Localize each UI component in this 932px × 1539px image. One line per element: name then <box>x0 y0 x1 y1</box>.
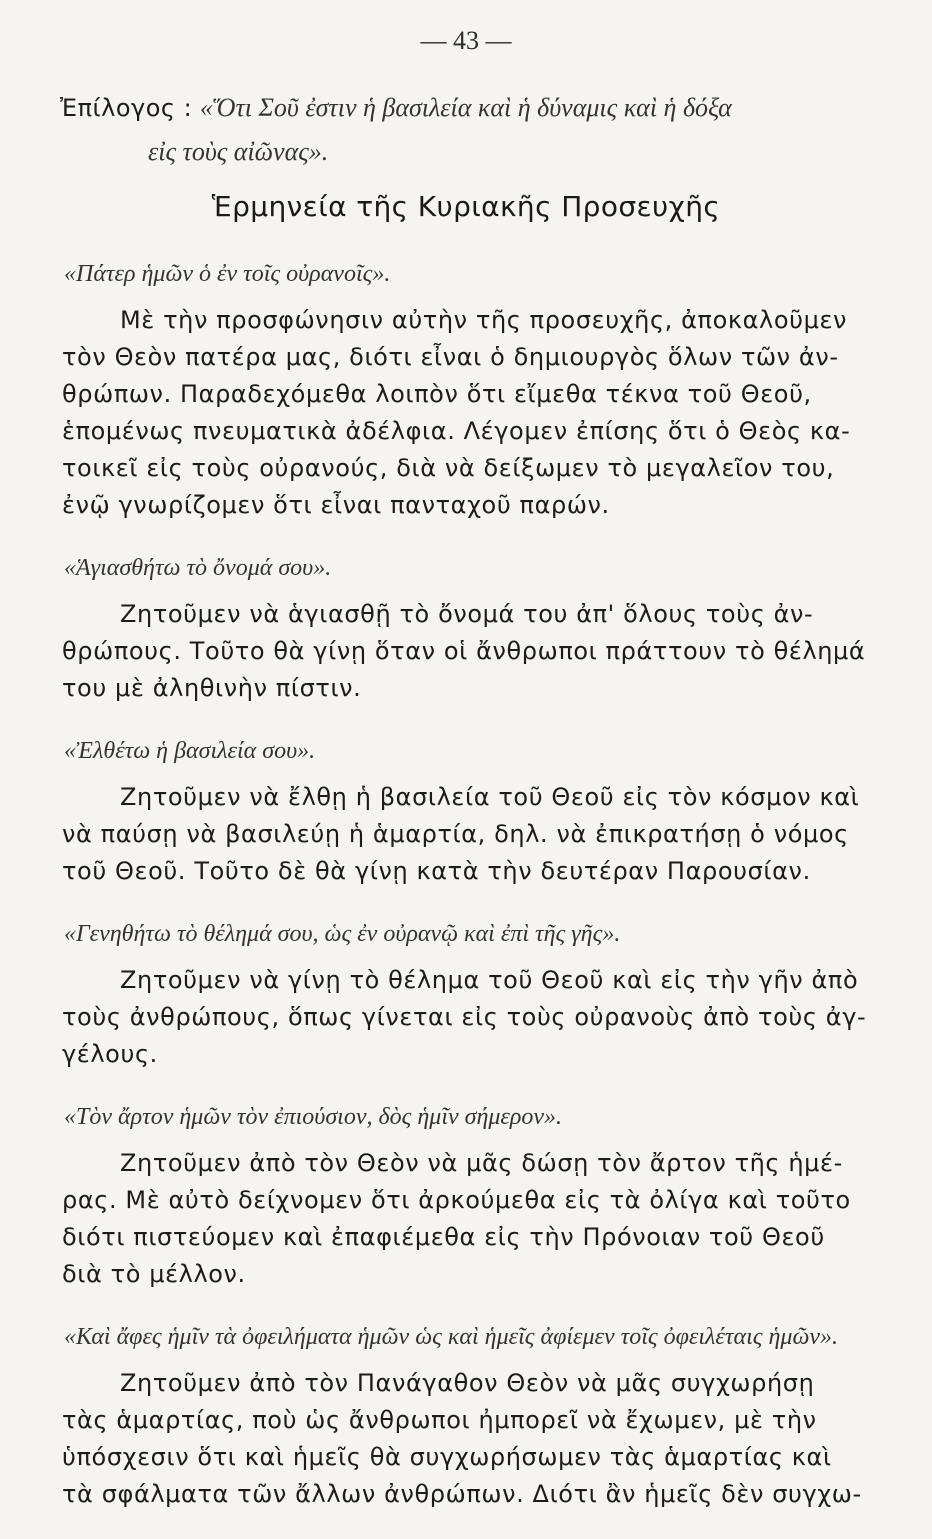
paragraph-line: ἐνῷ γνωρίζομεν ὅτι εἶναι πανταχοῦ παρών. <box>62 491 610 519</box>
paragraph-line: τοὺς ἀνθρώπους, ὅπως γίνεται εἰς τοὺς οὐρανοὺς ἀπὸ τοὺς ἀγ- <box>62 1003 867 1031</box>
paragraph-line: Ζητοῦμεν νὰ ἔλθῃ ἡ βασιλεία τοῦ Θεοῦ εἰς τὸν κόσμον καὶ <box>120 783 860 811</box>
paragraph-line: ὑπόσχεσιν ὅτι καὶ ἡμεῖς θὰ συγχωρήσωμεν τὰς ἁμαρτίας καὶ <box>62 1443 832 1471</box>
prayer-verse: «Καὶ ἄφες ἡμῖν τὰ ὀφειλήματα ἡμῶν ὡς καὶ ἡμεῖς ἀφίεμεν τοῖς ὀφειλέταις ἡμῶν». <box>64 1324 839 1350</box>
paragraph-line: θρώπων. Παραδεχόμεθα λοιπὸν ὅτι εἴμεθα τέκνα τοῦ Θεοῦ, <box>62 380 812 408</box>
epilogue <box>60 86 900 174</box>
commentary-section <box>62 1319 896 1513</box>
paragraph-line: ρας. Μὲ αὐτὸ δείχνομεν ὅτι ἀρκούμεθα εἰς τὰ ὀλίγα καὶ τοῦτο <box>62 1186 851 1214</box>
page-number: — 43 — <box>420 26 512 55</box>
commentary-body <box>62 256 896 1539</box>
paragraph-line: θρώπους. Τοῦτο θὰ γίνῃ ὅταν οἱ ἄνθρωποι πράττουν τὸ θέλημά <box>62 637 866 665</box>
paragraph-line: Ζητοῦμεν ἀπὸ τὸν Θεὸν νὰ μᾶς δώσῃ τὸν ἄρτον τῆς ἡμέ- <box>120 1149 843 1177</box>
paragraph-line: διὰ τὸ μέλλον. <box>62 1260 246 1288</box>
commentary-section <box>62 733 896 890</box>
paragraph-line: τοικεῖ εἰς τοὺς οὐρανούς, διὰ νὰ δείξωμεν τὸ μεγαλεῖον του, <box>62 454 835 482</box>
commentary-paragraph <box>62 962 896 1073</box>
paragraph-line: τὰ σφάλματα τῶν ἄλλων ἀνθρώπων. Διότι ἂν ἡμεῖς δὲν συγχω- <box>62 1480 862 1508</box>
epilogue-label: Ἐπίλογος : <box>60 94 193 122</box>
paragraph-line: τοῦ Θεοῦ. Τοῦτο δὲ θὰ γίνῃ κατὰ τὴν δευτέραν Παρουσίαν. <box>62 857 811 885</box>
paragraph-line: Ζητοῦμεν νὰ ἁγιασθῇ τὸ ὄνομά του ἀπ' ὅλους τοὺς ἀν- <box>120 600 814 628</box>
commentary-paragraph <box>62 302 896 524</box>
prayer-verse: «Ἁγιασθήτω τὸ ὄνομά σου». <box>64 555 332 581</box>
paragraph-line: του μὲ ἀληθινὴν πίστιν. <box>62 674 362 702</box>
prayer-verse: «Πάτερ ἡμῶν ὁ ἐν τοῖς οὐρανοῖς». <box>64 261 391 287</box>
commentary-paragraph <box>62 1145 896 1293</box>
section-title: Ἑρμηνεία τῆς Κυριακῆς Προσευχῆς <box>211 190 721 223</box>
commentary-paragraph <box>62 1365 896 1513</box>
paragraph-line: γέλους. <box>62 1040 158 1068</box>
commentary-section <box>62 256 896 524</box>
epilogue-quote-line1: «Ὅτι Σοῦ ἐστιν ἡ βασιλεία καὶ ἡ δύναμις καὶ ἡ δόξα <box>199 93 732 122</box>
commentary-paragraph <box>62 779 896 890</box>
paragraph-line: διότι πιστεύομεν καὶ ἐπαφιέμεθα εἰς τὴν Πρόνοιαν τοῦ Θεοῦ <box>62 1223 825 1251</box>
paragraph-line: Ζητοῦμεν νὰ γίνῃ τὸ θέλημα τοῦ Θεοῦ καὶ εἰς τὴν γῆν ἀπὸ <box>120 966 859 994</box>
paragraph-line: ἑπομένως πνευματικὰ ἀδέλφια. Λέγομεν ἐπίσης ὅτι ὁ Θεὸς κα- <box>62 417 851 445</box>
commentary-section <box>62 1099 896 1293</box>
prayer-verse: «Γενηθήτω τὸ θέλημά σου, ὡς ἐν οὐρανῷ καὶ ἐπὶ τῆς γῆς». <box>64 921 621 947</box>
prayer-verse: «Τὸν ἄρτον ἡμῶν τὸν ἐπιούσιον, δὸς ἡμῖν σήμερον». <box>64 1104 563 1130</box>
epilogue-quote-line2: εἰς τοὺς αἰῶνας». <box>148 137 329 166</box>
prayer-verse: «Ἐλθέτω ἡ βασιλεία σου». <box>64 738 316 764</box>
paragraph-line: Ζητοῦμεν ἀπὸ τὸν Πανάγαθον Θεὸν νὰ μᾶς συγχωρήσῃ <box>120 1369 815 1397</box>
commentary-paragraph <box>62 596 896 707</box>
paragraph-line: τὸν Θεὸν πατέρα μας, διότι εἶναι ὁ δημιουργὸς ὅλων τῶν ἀν- <box>62 343 839 371</box>
paragraph-line: τὰς ἁμαρτίας, ποὺ ὡς ἄνθρωποι ἠμπορεῖ νὰ ἔχωμεν, μὲ τὴν <box>62 1406 817 1434</box>
paragraph-line: νὰ παύσῃ νὰ βασιλεύῃ ἡ ἁμαρτία, δηλ. νὰ ἐπικρατήσῃ ὁ νόμος <box>62 820 849 848</box>
commentary-section <box>62 550 896 707</box>
paragraph-line: Μὲ τὴν προσφώνησιν αὐτὴν τῆς προσευχῆς, ἀποκαλοῦμεν <box>120 306 848 334</box>
commentary-section <box>62 916 896 1073</box>
